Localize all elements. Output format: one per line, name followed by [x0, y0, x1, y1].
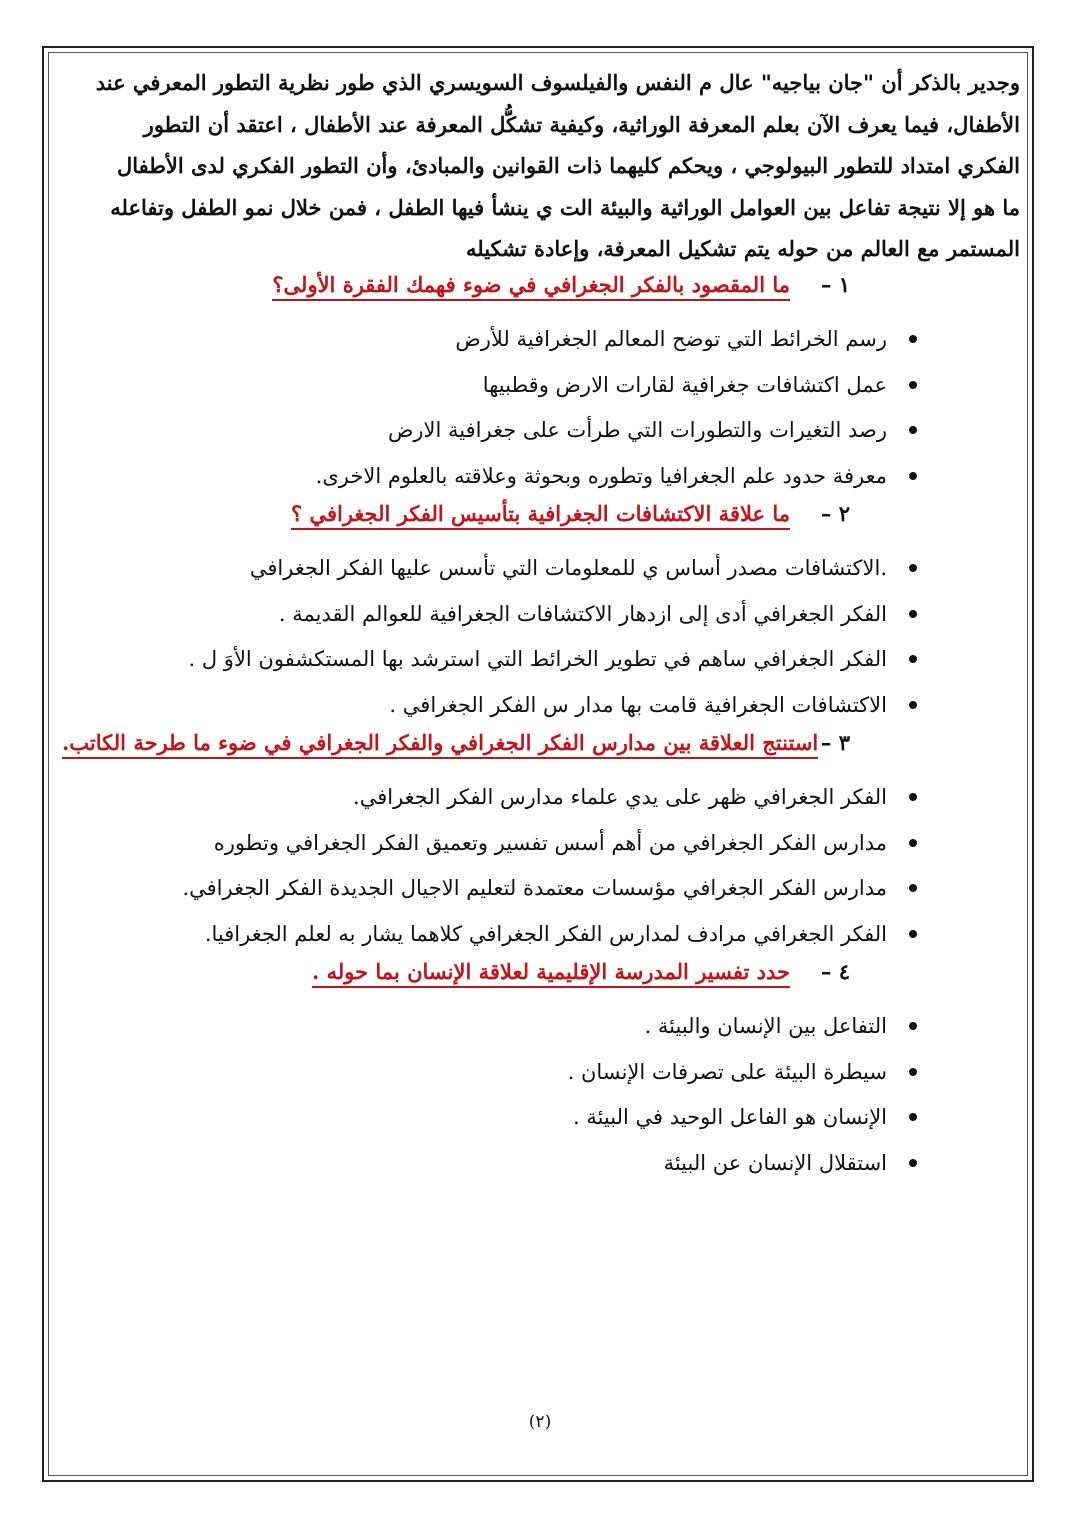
question-heading — [62, 501, 1020, 546]
answer-option-text: مدارس الفكر الجغرافي مؤسسات معتمدة لتعليم الاجيال الجديدة الفكر الجغرافي. — [182, 876, 887, 901]
answer-option-text: سيطرة البيئة على تصرفات الإنسان . — [567, 1059, 887, 1084]
answer-option[interactable] — [62, 1049, 1020, 1095]
bullet-icon — [909, 1159, 917, 1167]
answer-option[interactable] — [62, 682, 1020, 728]
question-heading — [62, 730, 1020, 775]
answer-option[interactable] — [62, 591, 1020, 637]
answer-option-text: معرفة حدود علم الجغرافيا وتطوره وبحوثة وعلاقته بالعلوم الاخرى. — [315, 463, 887, 488]
page-number: (٢) — [528, 1412, 552, 1432]
answer-option-text: الفكر الجغرافي أدى إلى ازدهار الاكتشافات الجغرافية للعوالم القديمة . — [278, 601, 887, 626]
bullet-icon — [909, 1068, 917, 1076]
question-number: ٢ – — [820, 500, 850, 526]
question-text: ما المقصود بالفكر الجغرافي في ضوء فهمك الفقرة الأولى؟ — [272, 272, 790, 301]
answer-options — [62, 1004, 1020, 1186]
question-block-1 — [62, 272, 1020, 499]
intro-line: ما هو إلا نتيجة تفاعل بين العوامل الوراثية والبيئة الت ي ينشأ فيها الطفل ، فمن خلال نمو الطفل وتفاعله — [110, 194, 1020, 220]
answer-option-text: عمل اكتشافات جغرافية لقارات الارض وقطبيها — [482, 372, 887, 397]
answer-option[interactable] — [62, 408, 1020, 454]
answer-option[interactable] — [62, 1140, 1020, 1186]
question-number: ٣ – — [820, 729, 850, 755]
intro-line: وجدير بالذكر أن "جان بياجيه" عال م النفس والفيلسوف السويسري الذي طور نظرية التطور المعرفي عند — [95, 70, 1020, 95]
answer-options — [62, 775, 1020, 957]
answer-option[interactable] — [62, 546, 1020, 592]
bullet-icon — [909, 610, 917, 618]
bullet-icon — [909, 426, 917, 434]
bullet-icon — [909, 564, 917, 572]
answer-option[interactable] — [62, 362, 1020, 408]
answer-option[interactable] — [62, 820, 1020, 866]
intro-line: الأطفال، فيما يعرف الآن بعلم المعرفة الوراثية، وكيفية تشكُّل المعرفة عند الأطفال ، اعتقد أن التطور — [143, 111, 1020, 137]
bullet-icon — [909, 884, 917, 892]
answer-option[interactable] — [62, 775, 1020, 821]
answer-option[interactable] — [62, 866, 1020, 912]
answer-option-text: الإنسان هو الفاعل الوحيد في البيئة . — [572, 1105, 887, 1130]
bullet-icon — [909, 472, 917, 480]
answer-options — [62, 546, 1020, 728]
answer-option-text: الفكر الجغرافي ساهم في تطوير الخرائط التي استرشد بها المستكشفون الأوَ ل . — [188, 647, 887, 672]
answer-option-text: الاكتشافات الجغرافية قامت بها مدار س الفكر الجغرافي . — [389, 692, 887, 717]
answer-option[interactable] — [62, 1004, 1020, 1050]
answer-option-text: مدارس الفكر الجغرافي من أهم أسس تفسير وتعميق الفكر الجغرافي وتطوره — [213, 830, 887, 855]
bullet-icon — [909, 839, 917, 847]
bullet-icon — [909, 930, 917, 938]
answer-option[interactable] — [62, 637, 1020, 683]
bullet-icon — [909, 1022, 917, 1030]
question-number: ١ – — [820, 271, 850, 297]
answer-option-text: رسم الخرائط التي توضح المعالم الجغرافية للأرض — [455, 327, 887, 352]
answer-option[interactable] — [62, 911, 1020, 957]
question-block-3 — [62, 730, 1020, 957]
bullet-icon — [909, 701, 917, 709]
answer-option-text: الفكر الجغرافي ظهر على يدي علماء مدارس الفكر الجغرافي. — [353, 785, 887, 810]
bullet-icon — [909, 335, 917, 343]
intro-paragraph — [62, 62, 1020, 270]
question-text: حدد تفسير المدرسة الإقليمية لعلاقة الإنسان بما حوله . — [312, 959, 790, 988]
answer-option-text: الفكر الجغرافي مرادف لمدارس الفكر الجغرافي كلاهما يشار به لعلم الجغرافيا. — [204, 921, 887, 946]
answer-option[interactable] — [62, 1095, 1020, 1141]
answer-options — [62, 317, 1020, 499]
question-heading — [62, 272, 1020, 317]
bullet-icon — [909, 793, 917, 801]
question-heading — [62, 959, 1020, 1004]
question-number: ٤ – — [820, 958, 850, 984]
answer-option-text: رصد التغيرات والتطورات التي طرأت على جغرافية الارض — [388, 418, 887, 443]
intro-line: الفكري امتداد للتطور البيولوجي ، ويحكم كليهما ذات القوانين والمبادئ، وأن التطور الفكري لدى الأطفال — [116, 153, 1020, 178]
question-block-4 — [62, 959, 1020, 1186]
answer-option-text: استقلال الإنسان عن البيئة — [663, 1150, 887, 1175]
answer-option-text: التفاعل بين الإنسان والبيئة . — [644, 1014, 887, 1039]
answer-option[interactable] — [62, 317, 1020, 363]
question-text: ما علاقة الاكتشافات الجغرافية بتأسيس الفكر الجغرافي ؟ — [291, 501, 790, 530]
bullet-icon — [909, 1113, 917, 1121]
bullet-icon — [909, 381, 917, 389]
document-body — [62, 62, 1020, 1186]
bullet-icon — [909, 655, 917, 663]
intro-line: المستمر مع العالم من حوله يتم تشكيل المعرفة، وإعادة تشكيله — [466, 236, 1020, 261]
answer-option-text: .الاكتشافات مصدر أساس ي للمعلومات التي تأسس عليها الفكر الجغرافي — [249, 556, 887, 581]
answer-option[interactable] — [62, 453, 1020, 499]
question-text: استنتج العلاقة بين مدارس الفكر الجغرافي والفكر الجغرافي في ضوء ما طرحة الكاتب. — [62, 730, 818, 759]
question-block-2 — [62, 501, 1020, 728]
